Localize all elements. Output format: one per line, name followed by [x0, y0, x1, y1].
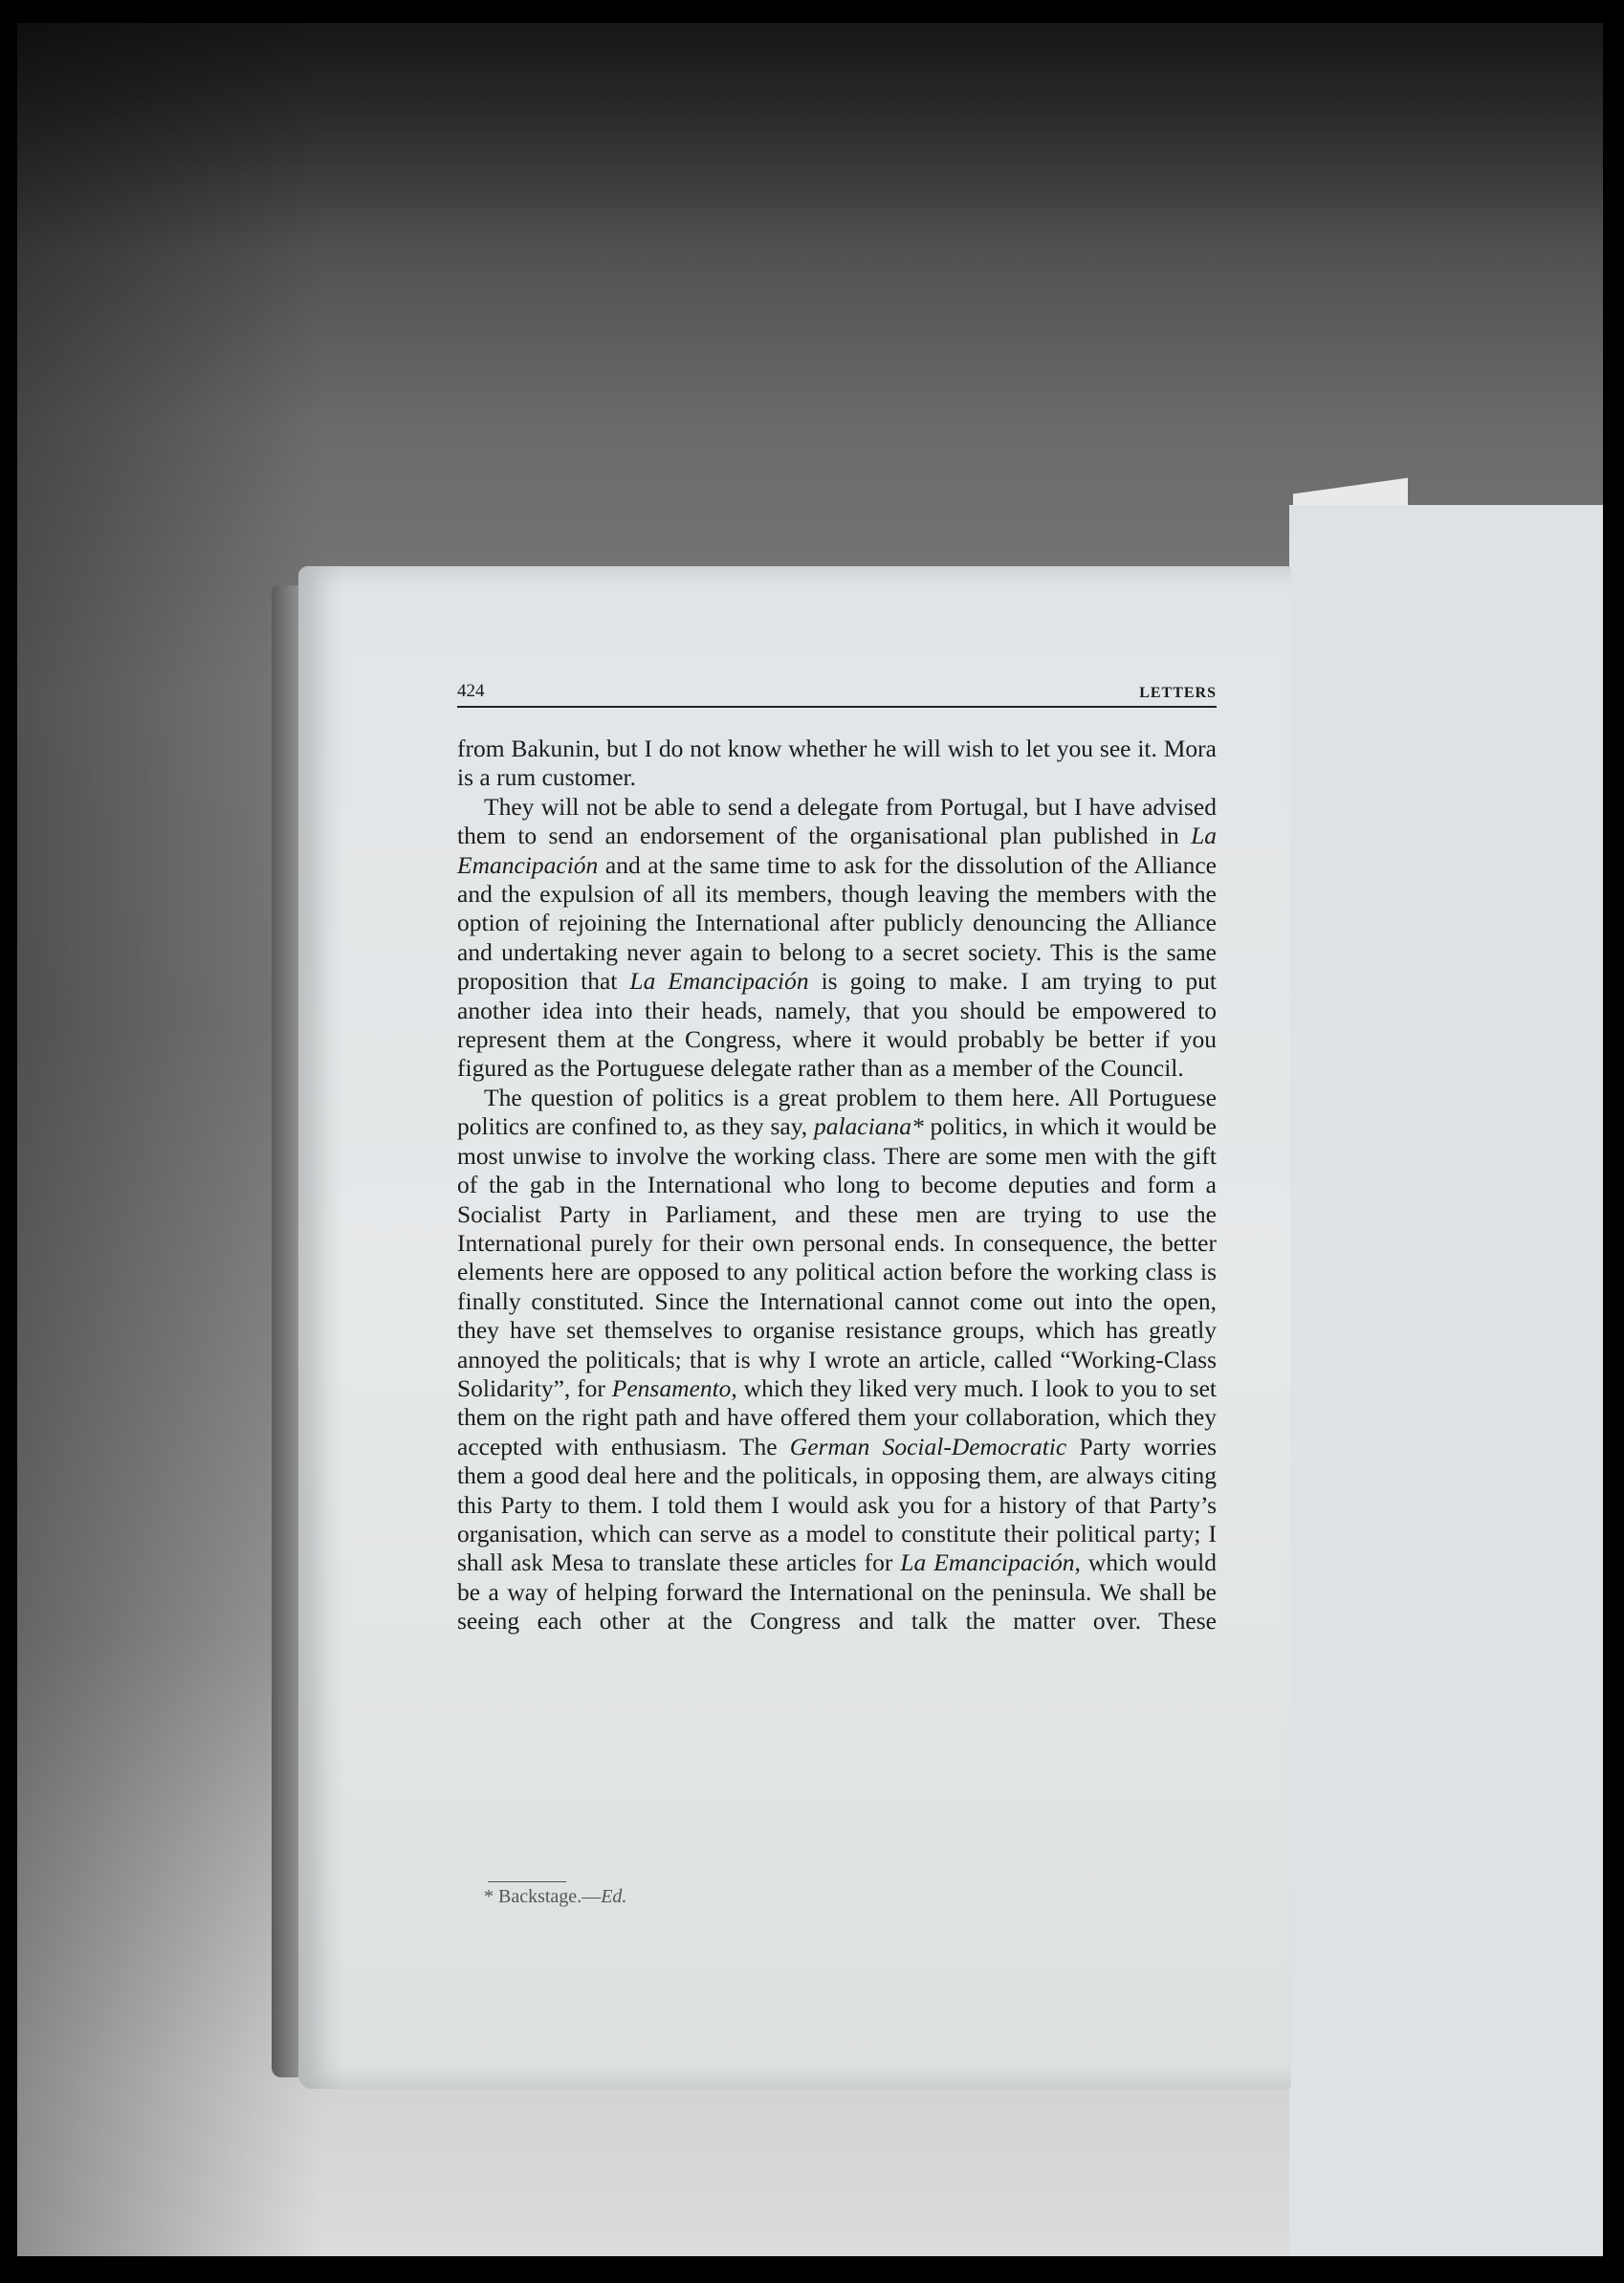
- footnote-editor-mark: Ed.: [601, 1886, 627, 1907]
- page-header: [457, 675, 1217, 708]
- running-head: LETTERS: [1139, 685, 1217, 701]
- p3-segment: Pensamento: [611, 1373, 732, 1402]
- paragraph-1: [457, 735, 1217, 793]
- p3-segment: politics, in which it would be most unwise to involve the working class. There are some men with the gift of the gab in the International who long to become deputies and form a Socialist Party in Parliament, and these men are trying to use the International purely for their own personal ends. In consequence, the better elements here are opposed to any political action before the working class is finally constituted. Since the International cannot come out into the open, they have set themselves to organise resistance groups, which has greatly annoyed the politicals; that is why I wrote an article, called “Working-Class Solidarity”, for: [457, 1112, 1217, 1402]
- page-body: [457, 735, 1217, 1636]
- p2-segment: They will not be able to send a delegate from Portugal, but I have advised them to send an endorsement of the organisational plan published in: [457, 792, 1217, 850]
- p3-segment: palaciana*: [813, 1112, 924, 1141]
- bookmark-slip: [1289, 505, 1603, 2255]
- page-number: 424: [457, 681, 485, 701]
- footnote: [484, 1886, 626, 1908]
- p3-segment: German Social-Democratic: [789, 1432, 1067, 1460]
- paragraph-2: [457, 793, 1217, 1084]
- footnote-rule: [488, 1881, 566, 1882]
- p3-segment: , which they liked very much. I look to you to set them on the right path and have offered them your collaboration, which they accepted with enthusiasm. The: [457, 1373, 1217, 1460]
- p2-segment: La Emancipación: [457, 822, 1217, 879]
- p2-segment: La Emancipación: [629, 967, 809, 996]
- p2-segment: and at the same time to ask for the dissolution of the Alliance and the expulsion of all its members, though leaving the members with the option of rejoining the International after publicly denouncing the Alliance and undertaking never again to belong to a secret society. This is the same proposition that: [457, 850, 1217, 996]
- p2-segment: is going to make. I am trying to put another idea into their heads, namely, that you should be empowered to represent them at the Congress, where it would probably be better if you figured as the Portuguese delegate rather than as a member of the Council.: [457, 967, 1217, 1083]
- p3-segment: Party worries them a good deal here and the politicals, in opposing them, are always citing this Party to them. I told them I would ask you for a history of that Party’s organisation, which can serve as a model to constitute their political party; I shall ask Mesa to translate these articles for: [457, 1432, 1217, 1577]
- paragraph-3: [457, 1084, 1217, 1636]
- footnote-text: * Backstage.—: [484, 1886, 602, 1907]
- p3-segment: The question of politics is a great problem to them here. All Portuguese politics are confined to, as they say,: [457, 1083, 1217, 1141]
- p3-segment: La Emancipación: [900, 1548, 1075, 1577]
- p3-segment: , which would be a way of helping forward the International on the peninsula. We shall be seeing each other at the Congress and talk the matter over. These: [457, 1548, 1217, 1635]
- p1-segment: from Bakunin, but I do not know whether he will wish to let you see it. Mora is a rum customer.: [457, 735, 1217, 792]
